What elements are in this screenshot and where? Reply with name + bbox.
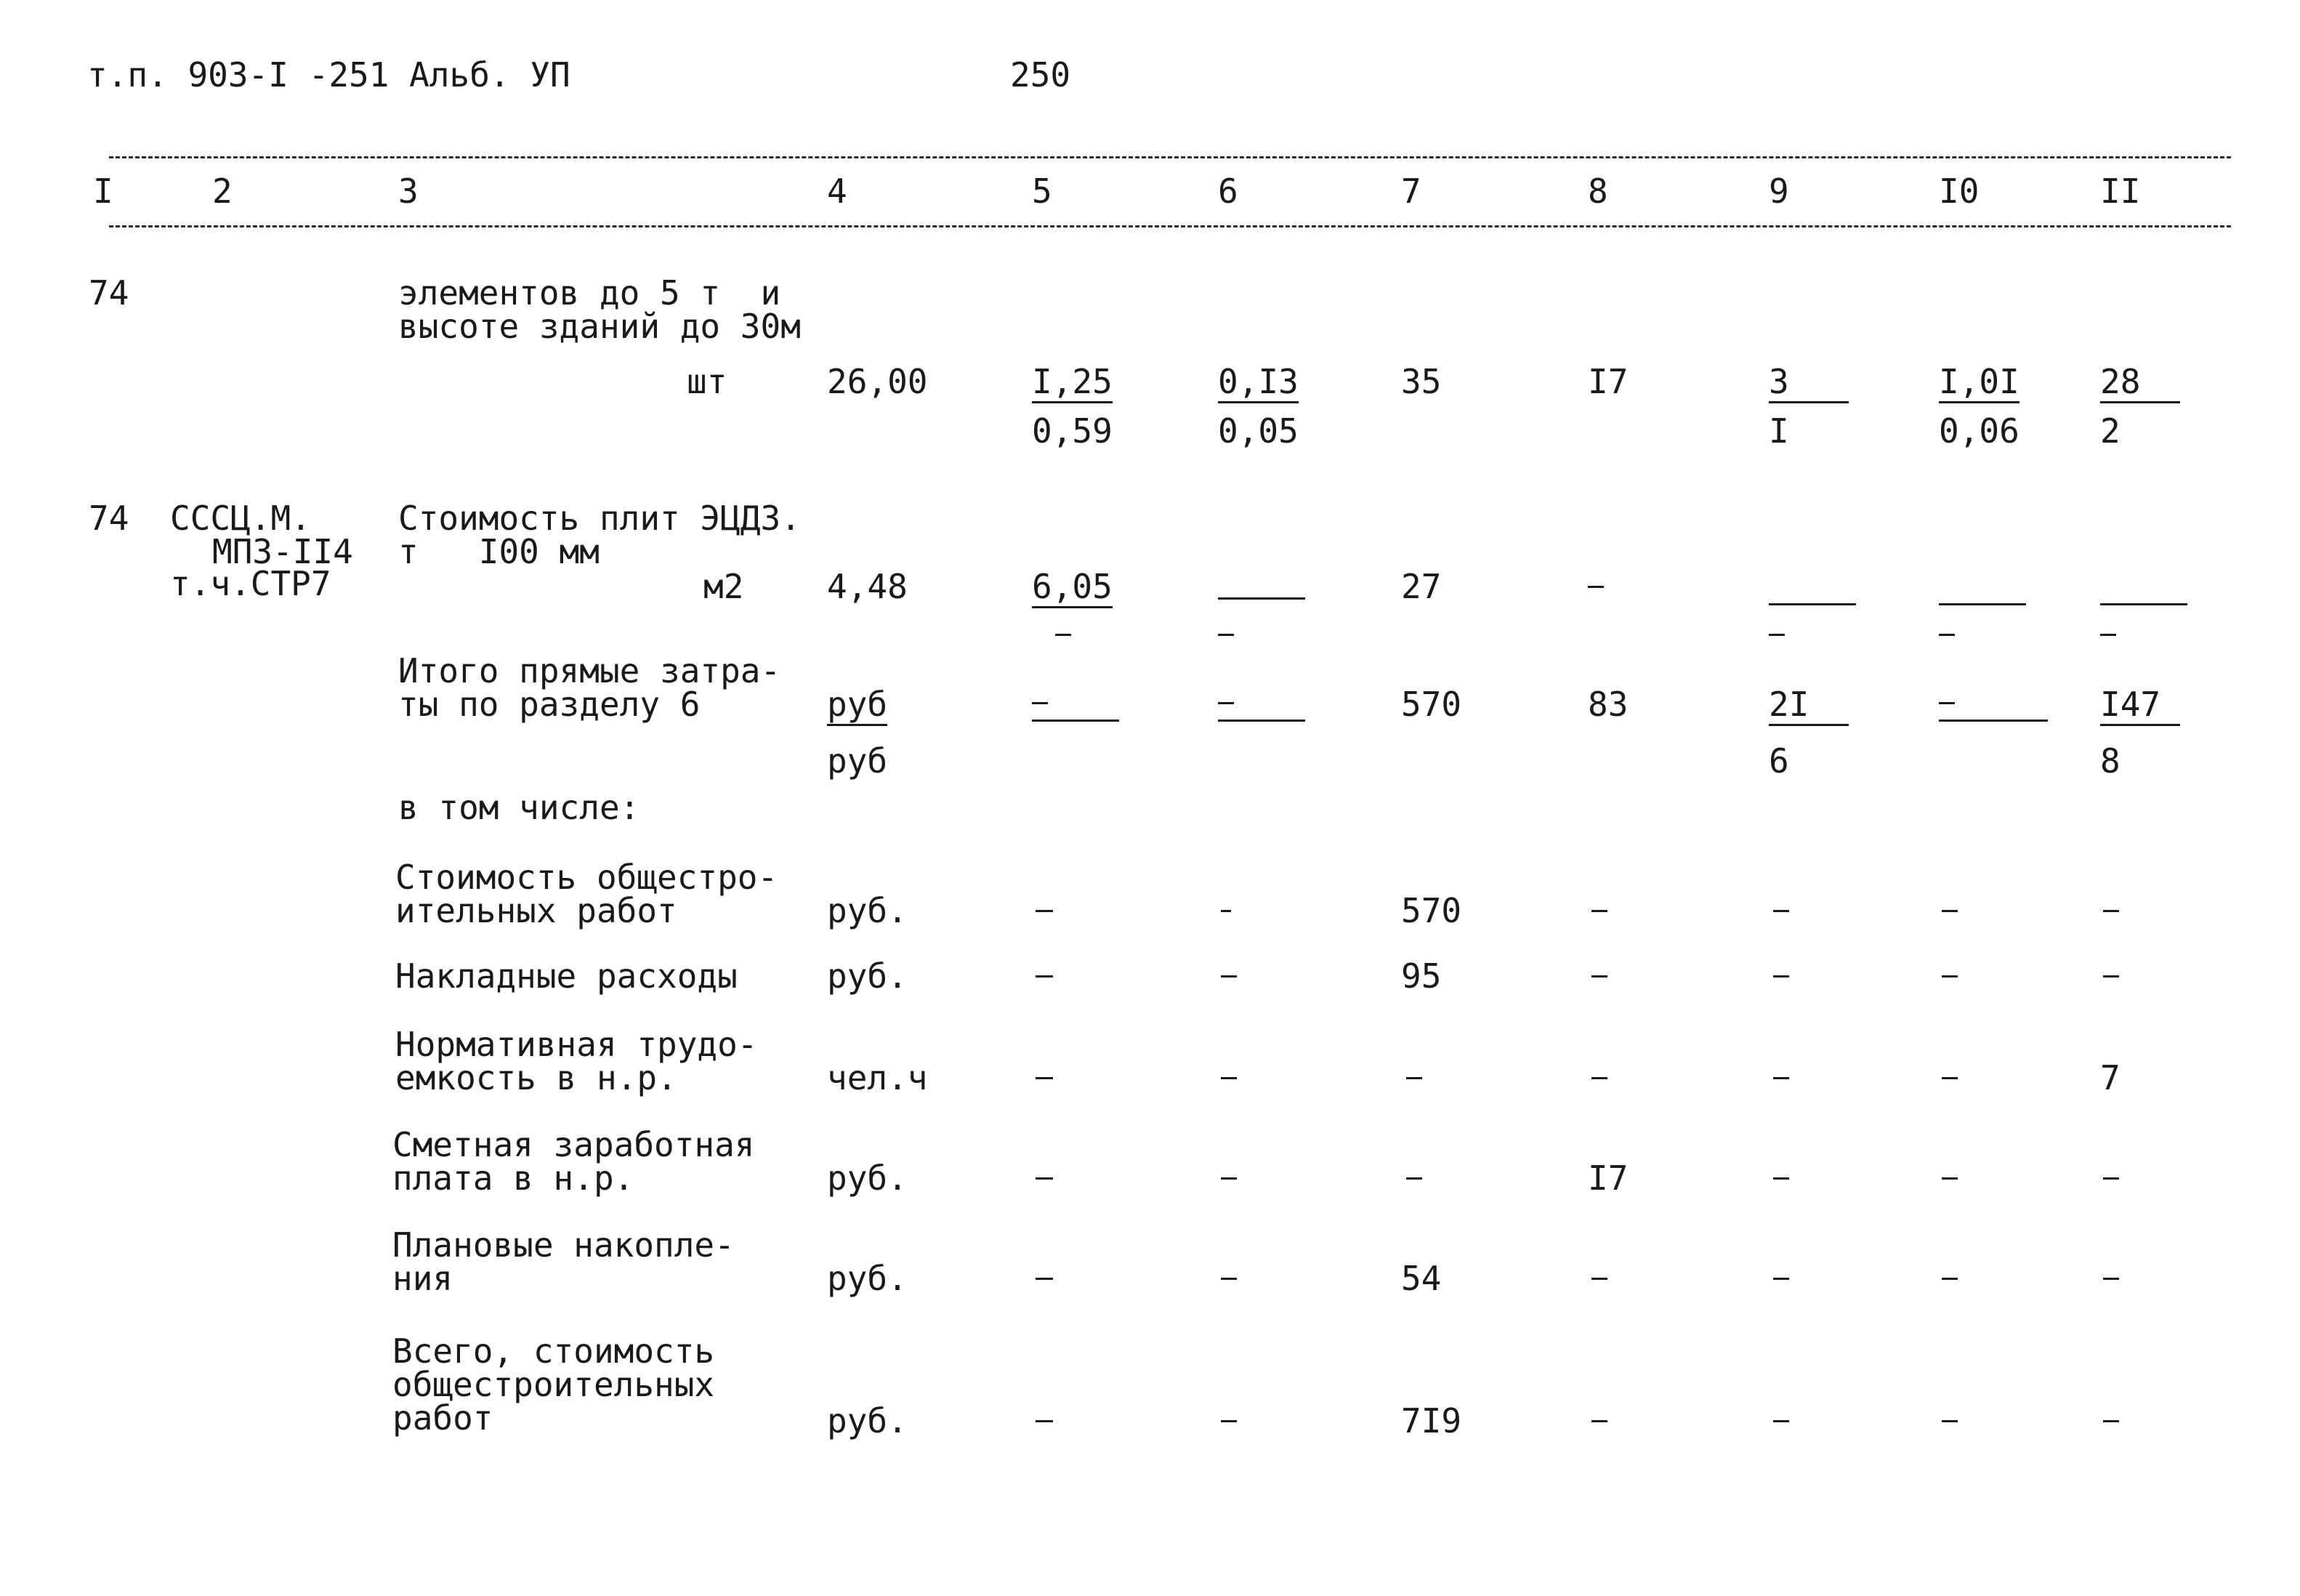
empty-dash (1942, 975, 1958, 978)
including-label: в том числе: (398, 788, 640, 827)
column-header: 3 (398, 172, 419, 211)
row-value: 570 (1401, 891, 1462, 930)
empty-dash (1036, 910, 1053, 912)
header-top-rule (109, 156, 2231, 158)
unit-label: руб. (827, 891, 908, 930)
empty-dash (1942, 1077, 1958, 1079)
fraction-top: 6,05 (1032, 568, 1113, 608)
empty-dash (1773, 1420, 1789, 1422)
fraction-top: I47 (2100, 686, 2180, 726)
item-description: т I00 мм (398, 532, 600, 571)
empty-dash (2103, 1177, 2119, 1180)
row-value: 7I9 (1401, 1401, 1462, 1440)
fraction-bottom: 0,06 (1939, 411, 2019, 451)
column-header: 6 (1218, 172, 1238, 211)
column-header: II (2100, 172, 2141, 211)
empty-dash (1591, 975, 1607, 978)
empty-dash (1221, 1278, 1237, 1280)
empty-dash (1406, 1177, 1422, 1180)
row-label: общестроительных (392, 1365, 715, 1404)
empty-dash (1773, 1278, 1789, 1280)
empty-dash (1591, 1420, 1607, 1422)
empty-dash (1218, 634, 1234, 636)
fraction-bottom: 2 (2100, 411, 2121, 451)
empty-dash (1942, 1420, 1958, 1422)
empty-dash (1773, 975, 1789, 978)
column-header: 5 (1032, 172, 1052, 211)
total-description: Итого прямые затра- (398, 651, 781, 690)
document-reference: т.п. 903-I -251 Альб. УП (87, 55, 570, 94)
row-value: I7 (1588, 1158, 1629, 1198)
column-header: 9 (1769, 172, 1789, 211)
empty-dash (1036, 1177, 1053, 1180)
column-header: I0 (1939, 172, 1980, 211)
row-value: 54 (1401, 1259, 1442, 1298)
row-label: работ (392, 1398, 493, 1438)
empty-dash (1221, 975, 1237, 978)
empty-dash (1942, 1278, 1958, 1280)
unit-label: чел.ч (827, 1058, 928, 1097)
empty-dash (1939, 634, 1955, 636)
empty-dash (2103, 975, 2119, 978)
item-description: высоте зданий до 30м (398, 307, 801, 346)
row-label: Накладные расходы (395, 956, 738, 996)
empty-dash (1588, 586, 1604, 588)
item-description: Стоимость плит ЭЦДЗ. (398, 499, 801, 538)
row-label: Плановые накопле- (392, 1225, 735, 1265)
empty-dash (1218, 702, 1234, 704)
quantity-value: 4,48 (827, 567, 908, 606)
price-reference: т.ч.СТР7 (170, 564, 331, 603)
fraction-top: 3 (1769, 363, 1849, 403)
empty-dash (1221, 910, 1231, 912)
cost-value: 35 (1401, 362, 1442, 401)
fraction-bottom: I (1769, 411, 1789, 451)
fraction-top: 28 (2100, 363, 2180, 403)
empty-dash (1773, 910, 1789, 912)
cost-value: 27 (1401, 567, 1442, 606)
empty-dash (1218, 720, 1305, 722)
row-label: ительных работ (395, 891, 677, 930)
fraction-top: I,0I (1939, 363, 2019, 403)
unit-label: шт (687, 362, 727, 401)
empty-dash (1939, 720, 2048, 722)
fraction-bottom: 0,59 (1032, 411, 1113, 451)
column-header: 2 (212, 172, 233, 211)
empty-dash (1036, 1420, 1053, 1422)
price-reference: МПЗ-II4 (212, 532, 353, 571)
empty-dash (1773, 1177, 1789, 1180)
empty-dash (1939, 603, 2026, 605)
empty-dash (1769, 603, 1856, 605)
row-label: емкость в н.р. (395, 1058, 677, 1097)
total-value: 83 (1588, 685, 1629, 724)
unit-label: руб. (827, 956, 908, 996)
row-label: Сметная заработная (392, 1125, 755, 1164)
empty-dash (1406, 1077, 1422, 1079)
row-label: Всего, стоимость (392, 1331, 715, 1371)
empty-dash (1769, 634, 1785, 636)
total-value: 570 (1401, 685, 1462, 724)
empty-dash (2100, 603, 2187, 605)
empty-dash (1939, 702, 1955, 704)
row-label: плата в н.р. (392, 1158, 634, 1198)
empty-dash (2103, 1420, 2119, 1422)
empty-dash (1942, 1177, 1958, 1180)
empty-dash (1036, 1077, 1053, 1079)
row-number: 74 (89, 273, 129, 313)
unit-label: руб. (827, 1158, 908, 1198)
empty-dash (1032, 720, 1119, 722)
column-header: 8 (1588, 172, 1608, 211)
fraction-top: 0,I3 (1218, 363, 1299, 403)
header-bottom-rule (109, 225, 2231, 227)
unit-label: руб. (827, 1259, 908, 1298)
row-label: Стоимость общестро- (395, 858, 778, 897)
row-label: ния (392, 1259, 453, 1298)
row-number: 74 (89, 499, 129, 538)
empty-dash (1032, 702, 1048, 704)
fraction-bottom: 8 (2100, 741, 2121, 781)
unit-label: руб. (827, 1401, 908, 1440)
row-value: 7 (2100, 1058, 2121, 1097)
empty-dash (1218, 597, 1305, 600)
empty-dash (1591, 1278, 1607, 1280)
fraction-top: I,25 (1032, 363, 1113, 403)
cost-value: I7 (1588, 362, 1629, 401)
fraction-top: 2I (1769, 686, 1849, 726)
quantity-value: 26,00 (827, 362, 928, 401)
empty-dash (1221, 1077, 1237, 1079)
empty-dash (1036, 1278, 1053, 1280)
empty-dash (1221, 1420, 1237, 1422)
fraction-bottom: руб (827, 741, 888, 781)
empty-dash (1942, 910, 1958, 912)
empty-dash (1591, 1077, 1607, 1079)
row-value: 95 (1401, 956, 1442, 996)
empty-dash (2103, 1278, 2119, 1280)
fraction-bottom: 6 (1769, 741, 1789, 781)
empty-dash (1591, 910, 1607, 912)
empty-dash (1036, 975, 1053, 978)
page-number: 250 (1010, 55, 1071, 94)
fraction-bottom: 0,05 (1218, 411, 1299, 451)
unit-label: м2 (703, 567, 744, 606)
item-description: элементов до 5 т и (398, 273, 781, 313)
empty-dash (1221, 1177, 1237, 1180)
column-header: I (93, 172, 113, 211)
fraction-top: руб (827, 686, 887, 726)
column-header: 7 (1401, 172, 1421, 211)
price-reference: СССЦ.М. (170, 499, 311, 538)
total-description: ты по разделу 6 (398, 685, 701, 724)
column-header: 4 (827, 172, 847, 211)
empty-dash (2100, 634, 2116, 636)
row-label: Нормативная трудо- (395, 1025, 758, 1064)
empty-dash (1055, 634, 1071, 636)
empty-dash (2103, 910, 2119, 912)
empty-dash (1773, 1077, 1789, 1079)
